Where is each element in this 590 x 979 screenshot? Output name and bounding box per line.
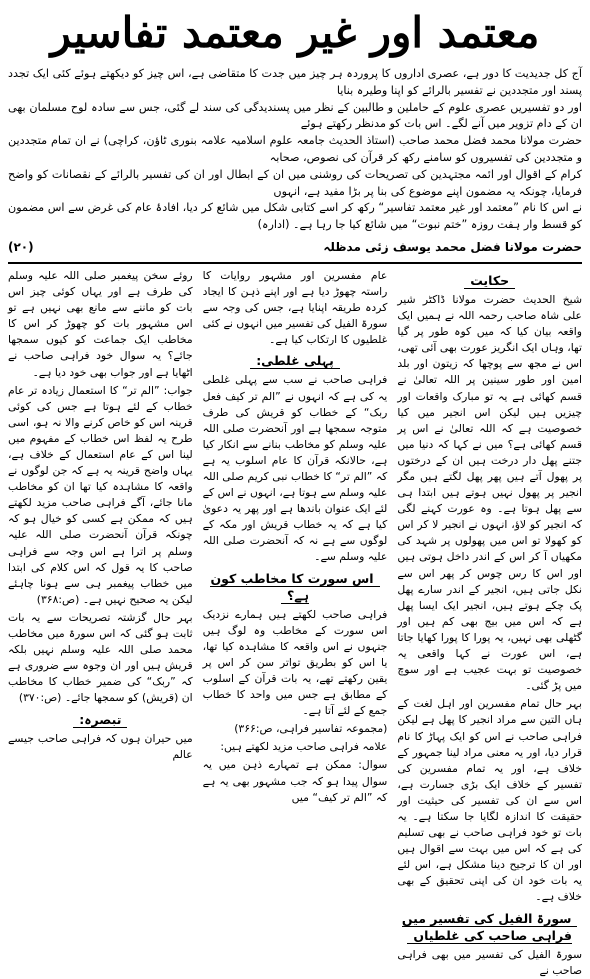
paragraph: جواب: ”الم تر“ کا استعمال زیادہ تر عام خطاب کے لئے ہوتا ہے جس کی کوئی قرینہ اس کو خاص کرنے والا نہ ہو، اسی طرح یہ لفظ اس خطاب کے مفہوم میں لینا اس کے عام استعمال کے خلاف ہے، یہاں واضح قرینہ یہ ہے کہ جن لوگوں نے واقعہ کا مشاہدہ کیا تھا ان کو مخاطب مانا جائے، آگے فراہی صاحب مزید لکھتے ہیں کہ ممکن ہے کسی کو خیال ہو کہ چونکہ قرآن آنحضرت صلی اللہ علیہ وسلم پر اترا ہے اس وجہ سے فراہی صاحب کا یہ قول کہ اس کلام کی ابتدا میں خطاب پیغمبر ہی سے ہونا چاہئے لیکن یہ صحیح نہیں ہے۔ (ص:۳۶۸)	[7, 383, 193, 606]
column-middle	[202, 268, 388, 804]
paragraph: روئے سخن پیغمبر صلی اللہ علیہ وسلم کی طرف ہے اور یہاں کوئی چیز اس بات کو ماننے سے مانع بھی نہیں ہے تو اس مشہور بات کو چھوڑ کر اس کا مخاطب ایک جماعت کو کیوں سمجھا جائے؟ یہ سوال خود فراہی صاحب نے اٹھایا ہے اور جواب بھی خود دیا ہے۔	[7, 268, 193, 379]
paragraph: عام مفسرین اور مشہور روایات کا راستہ چھوڑ دیا ہے اور اپنے ذہن کا ایجاد کردہ طریقہ اپنایا ہے، جس کی وجہ سے سورۃ الفیل کی تفسیر میں انہوں نے کئی غلطیوں کا ارتکاب کیا ہے۔	[202, 268, 388, 347]
column-left	[8, 268, 193, 773]
paragraph: بہر حال گزشتہ تصریحات سے یہ بات ثابت ہو گئی کہ اس سورۃ میں مخاطب محمد صلی اللہ علیہ وسلم نہیں بلکہ قریش ہیں اور ان وجوہ سے ضروری ہے کہ ”ربک“ کی ضمیر خطاب کا مخاطب ان (قریش) کو سمجھا جائے۔ (ص:۳۷۰)	[7, 610, 193, 705]
installment-number: (۲۰)	[8, 239, 34, 254]
intro-line: نے اس کا نام ”معتمد اور غیر معتمد تفاسیر“ رکھ کر اسے کتابی شکل میں شائع کر دیا، افادۂ عام کی غرض سے اس مضمون کو قسط وار ہفت روزہ ”ختم نبوت“ میں شائع کیا جا رہا ہے۔ (ادارہ)	[8, 201, 582, 232]
intro-line: اور دو تفسیریں عصری علوم کے حاملین و طالبین کے نظر میں پسندیدگی کی سند لے گئی، جس سے سادہ لوح مسلمان بھی ان کے دام تزویر میں آنے لگے۔ اس بات کو مدنظر رکھتے ہوئے	[8, 100, 582, 131]
intro-line: کرام کے اقوال اور ائمہ مجتہدین کی تصریحات کی روشنی میں ان کے ابطال اور ان کی تفسیر بالرائے کے نقصانات کو واضح فرمایا، چونکہ یہ مضمون اپنے موضوع کی بنا پر بڑا مفید ہے، انہوں	[8, 167, 582, 198]
section-heading-text: پہلی غلطی:	[250, 353, 340, 369]
section-heading-text: سورۃ الفیل کی تفسیر میں فراہی صاحب کی غلطیاں	[402, 911, 578, 944]
section-heading-text: تبصرہ:	[73, 712, 127, 728]
paragraph: (مجموعہ تفاسیر فراہی، ص:۳۶۶)	[234, 722, 388, 736]
column-right	[397, 268, 582, 977]
paragraph: فراہی صاحب لکھتے ہیں ہمارے نزدیک اس سورت کے مخاطب وہ لوگ ہیں جنہوں نے اس واقعہ کا مشاہدہ کیا تھا، یا اس کو بطریق تواتر سن کر اس پر یقین رکھتے تھے، یہ بات قرآن کے اسلوب کے مطابق ہے جس میں واحد کا خطاب جمع کے لئے آتا ہے۔	[202, 607, 388, 718]
article-title: معتمد اور غیر معتمد تفاسیر	[50, 8, 540, 57]
article-intro	[8, 66, 582, 234]
paragraph: فراہی صاحب نے سب سے پہلی غلطی یہ کی ہے کہ انہوں نے ”الم تر کیف فعل ربک“ کے خطاب کو قریش کی طرف متوجہ سمجھا ہے اور آنحضرت صلی اللہ علیہ وسلم کو مخاطب بنانے سے انکار کیا ہے، حالانکہ قرآن کا عام اسلوب یہ ہے کہ ”الم تر“ کا خطاب نبی کریم صلی اللہ علیہ وسلم سے ہوتا ہے، انہوں نے اس کے لئے ایک عنوان باندھا ہے اور پھر یہ دعویٰ کیا ہے کہ یہ خطاب قریش اور مکہ کے لوگوں سے ہے نہ کہ آنحضرت صلی اللہ علیہ وسلم سے۔	[202, 373, 388, 564]
section-heading	[203, 352, 388, 369]
paragraph: بہر حال تمام مفسرین اور اہل لغت کے ہاں التین سے مراد انجیر کا پھل ہے لیکن فراہی صاحب نے اس کو ایک پہاڑ کا نام قرار دیا، اور یہ معنی مراد لینا جمہور کے خلاف ہے، اور یہ تمام مفسرین کی تفسیر کے خلاف ایک بڑی جسارت ہے، اس سے ان کی تفسیر کی حیثیت اور حقیقت کا اندازہ لگایا جا سکتا ہے۔ یہ بات تو خود فراہی صاحب نے بھی تسلیم کی ہے کہ اس میں بہت سے اقوال ہیں اور ان کا ترجیح دینا مشکل ہے، اس لئے یہ بات خود ان کی اپنی تحقیق کے بھی خلاف ہے۔	[397, 697, 582, 904]
section-heading	[203, 570, 388, 604]
article-columns	[7, 268, 582, 977]
paragraph: سورۃ الفیل کی تفسیر میں بھی فراہی صاحب نے	[397, 947, 582, 977]
author-name: حضرت مولانا فضل محمد یوسف زئی مدظلہ	[323, 239, 582, 254]
byline	[8, 238, 582, 256]
section-heading	[397, 272, 582, 289]
paragraph: علامہ فراہی صاحب مزید لکھتے ہیں:	[220, 740, 388, 754]
paragraph: شیخ الحدیث حضرت مولانا ڈاکٹر شیر علی شاہ صاحب رحمہ اللہ نے ہمیں ایک واقعہ بیان کیا کہ میں کوہ طور پر گیا تھا، وہاں ایک انگریز عورت بھی آئی تھی، اس نے مجھ سے پوچھا کہ زیتون اور بلد امین اور طور سینین پر اللہ تعالیٰ نے قسم کھائی ہے یہ تو مبارک واقعات اور چیزیں ہیں لیکن اس انجیر میں کیا خصوصیت ہے کہ اللہ تعالیٰ نے اس پر قسم کھائی ہے؟ میں نے کہا کہ دنیا میں جتنے پھل دار درخت ہیں ان کے درختوں پر پھول آتے ہیں پھر پھل لگتے ہیں مگر انجیر پر پھول نہیں ہوتے ہیں ابتدا ہی سے پھل ہوتا ہے۔ وہ عورت کہنے لگی کہ انجیر کو لاؤ، انہوں نے انجیر لا کر اس کو کھولا تو اس میں پھولوں پر شہد کی مکھیاں آ کر اس کے اندر داخل ہوتی ہیں اور اس کا رس چوس کر پھر اس سے نکل جاتی ہیں، انجیر کے اندر سارے پھل پک چکے ہوتے ہیں، انجیر ایک ایسا پھل ہے کہ اس میں بیج بھی کم ہیں اور گٹھلی بھی نہیں، یہ پورا کا پورا کھایا جاتا ہے، اس عورت نے کہا واقعی یہ خصوصیت تو بہت عجیب ہے اور سوچ میں پڑ گئی۔	[397, 292, 582, 693]
section-heading-text: اس سورت کا مخاطب کون ہے؟	[210, 571, 379, 604]
intro-line: حضرت مولانا محمد فضل محمد صاحب (استاذ الحدیث جامعہ علوم اسلامیہ علامہ بنوری ٹاؤن، کراچی) نے ان تمام متجددین و متجددین کی تفسیروں کو سامنے رکھ کر قرآن کی نصوص، صحابہ	[8, 134, 582, 164]
section-heading	[8, 711, 193, 728]
divider	[8, 262, 582, 264]
intro-line: آج کل جدیدیت کا دور ہے، عصری اداروں کا پروردہ ہر چیز میں جدت کا متقاضی ہے، اس چیز کو دیکھتے ہوئے کئی ایک تجدد پسند اور متجددین نے تفسیر بالرائے کو اپنا وطیرہ بنایا	[8, 67, 582, 97]
paragraph: میں حیران ہوں کہ فراہی صاحب جیسے عالم	[7, 731, 193, 761]
section-heading	[397, 910, 582, 944]
paragraph: سوال: ممکن ہے تمہارے ذہن میں یہ سوال پیدا ہو کہ جب مشہور بھی یہ ہے کہ ”الم تر کیف“ میں	[202, 758, 388, 804]
section-heading-text: حکایت	[464, 273, 515, 289]
